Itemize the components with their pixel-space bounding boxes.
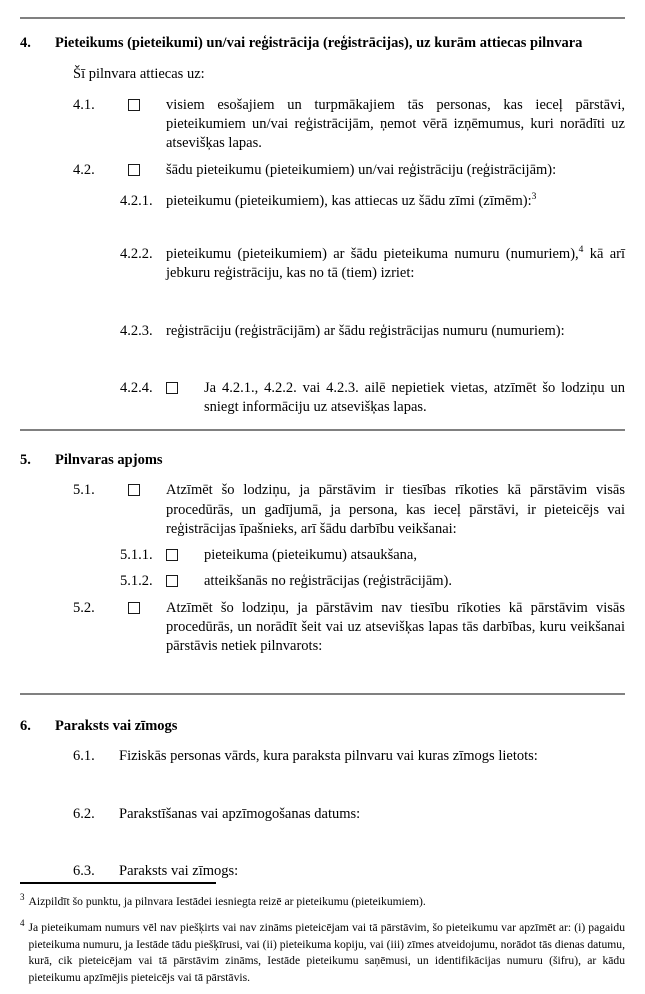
clause-4-2-3 (120, 322, 625, 341)
checkbox-wrap-4-2[interactable] (128, 161, 166, 176)
clause-text-6-1: Fiziskās personas vārds, kura paraksta pilnvaru vai kuras zīmogs lietots: (119, 748, 538, 765)
clause-number-5-1-2: 5.1.2. (120, 573, 153, 590)
checkbox-4-2[interactable] (128, 164, 140, 176)
document-page (0, 17, 645, 994)
section-title-5: Pilnvaras apjoms (55, 451, 163, 468)
clause-text-5-1: Atzīmēt šo lodziņu, ja pārstāvim ir tiesības rīkoties kā pārstāvim visās procedūrās, un gadījumā, ja persona, kas ieceļ pārstāvi, ir pieteicējs vai reģistrācijas īpašnieks, arī šādu darbību veikšanai: (166, 482, 625, 537)
section-number-4: 4. (20, 35, 31, 51)
section-separator-after-5 (20, 693, 625, 695)
section-separator-after-4 (20, 429, 625, 431)
clause-5-2 (73, 599, 625, 657)
section-number-5: 5. (20, 451, 31, 468)
clause-5-1 (73, 481, 625, 539)
section-heading-6 (20, 717, 625, 736)
clause-text-4-2-2-after: kā arī jebkuru reģistrāciju, kas no tā (tiem) izriet: (166, 246, 625, 282)
clause-text-4-2-3: reģistrāciju (reģistrācijām) ar šādu reģistrācijas numuru (numuriem): (166, 322, 565, 339)
clause-4-2 (73, 161, 625, 180)
checkbox-4-1[interactable] (128, 99, 140, 111)
footnote-separator-rule (20, 882, 216, 884)
clause-5-1-1 (120, 546, 625, 565)
section-number-6: 6. (20, 717, 31, 734)
footnote-4 (20, 920, 625, 986)
footnote-mark-3: 3 (20, 891, 25, 902)
clause-text-6-3: Paraksts vai zīmogs: (119, 863, 239, 879)
clause-number-4-2-4: 4.2.4. (120, 379, 153, 396)
checkbox-wrap-5-1[interactable] (128, 481, 166, 496)
clause-4-2-2 (120, 245, 625, 284)
section-heading-5 (20, 451, 625, 470)
checkbox-4-2-4[interactable] (166, 382, 178, 394)
clause-number-4-2-1: 4.2.1. (120, 192, 153, 209)
clause-6-1 (73, 747, 625, 766)
clause-number-5-2: 5.2. (73, 599, 95, 616)
clause-number-4-2-2: 4.2.2. (120, 246, 153, 263)
clause-text-4-2: šādu pieteikumu (pieteikumiem) un/vai reģistrāciju (reģistrācijām): (166, 161, 557, 178)
clause-number-5-1: 5.1. (73, 482, 95, 499)
section-heading-4 (20, 34, 625, 53)
footnote-ref-4[interactable]: 4 (578, 245, 584, 256)
clause-4-2-1 (120, 192, 625, 211)
checkbox-wrap-4-2-4[interactable] (166, 379, 204, 394)
clause-5-1-2 (120, 572, 625, 591)
clause-text-5-2: Atzīmēt šo lodziņu, ja pārstāvim nav tiesību rīkoties kā pārstāvim visās procedūrās, un norādīt šeit vai uz atsevišķas lapas tās darbības, kuru veikšanai pārstāvis netiek pilnvarots: (166, 599, 625, 655)
checkbox-5-2[interactable] (128, 602, 140, 614)
checkbox-5-1-1[interactable] (166, 549, 178, 561)
checkbox-wrap-5-1-2[interactable] (166, 572, 204, 587)
footnote-list (20, 891, 625, 986)
checkbox-wrap-5-2[interactable] (128, 599, 166, 614)
clause-text-4-1: visiem esošajiem un turpmākajiem tās personas, kas ieceļ pārstāvi, pieteikumiem un/vai reģistrācijām, ņemot vērā izņēmumus, kuri norādīti uz atsevišķas lapas. (166, 96, 625, 152)
checkbox-5-1-2[interactable] (166, 575, 178, 587)
footnote-area (20, 882, 625, 986)
footnote-ref-3[interactable]: 3 (531, 191, 537, 202)
clause-number-4-2: 4.2. (73, 161, 95, 178)
clause-6-2 (73, 805, 625, 824)
section-title-6: Paraksts vai zīmogs (55, 717, 178, 734)
section-4-intro: Šī pilnvara attiecas uz: (73, 65, 205, 82)
clause-text-4-2-2-before: pieteikumu (pieteikumiem) ar šādu pieteikuma numuru (numuriem), (166, 246, 579, 263)
clause-number-6-2: 6.2. (73, 805, 95, 822)
footnote-3 (20, 891, 625, 910)
clause-4-2-4 (120, 379, 625, 418)
footnote-mark-4: 4 (20, 918, 25, 929)
checkbox-wrap-5-1-1[interactable] (166, 546, 204, 561)
clause-number-6-3: 6.3. (73, 863, 95, 879)
clause-number-5-1-1: 5.1.1. (120, 547, 153, 564)
section-title-4: Pieteikums (pieteikumi) un/vai reģistrācija (reģistrācijas), uz kurām attiecas pilnvara (55, 35, 583, 51)
section-separator-top (20, 17, 625, 19)
clause-text-5-1-2: atteikšanās no reģistrācijas (reģistrācijām). (204, 573, 453, 590)
checkbox-5-1[interactable] (128, 484, 140, 496)
footnote-text-3: Aizpildīt šo punktu, ja pilnvara Iestādei iesniegta reizē ar pieteikumu (pieteikumiem). (28, 894, 426, 908)
clause-text-4-2-2 (166, 245, 625, 284)
checkbox-wrap-4-1[interactable] (128, 96, 166, 111)
clause-6-3 (73, 862, 625, 881)
clause-text-4-2-4: Ja 4.2.1., 4.2.2. vai 4.2.3. ailē nepietiek vietas, atzīmēt šo lodziņu un sniegt informāciju uz atsevišķas lapas. (204, 379, 625, 416)
clause-number-4-2-3: 4.2.3. (120, 322, 153, 339)
footnote-text-4: Ja pieteikumam numurs vēl nav piešķirts vai nav zināms pieteicējam vai tā pārstāvim, šo pieteikumu var apzīmēt ar: (i) pagaidu pieteikuma numuru, ja Iestāde tādu piešķīrusi, vai (ii) pieteikuma kopiju, vai (iii) zīmes atveidojumu, norādot tās dienas datumu, kurā, cik pieteicējam vai tā pārstāvim zināms, Iestāde pieteikumu saņēmusi, un identifikācijas numuru (šifru), ar kādu pieteikumu apzīmējis pieteicējs vai tā pārstāvis. (28, 921, 625, 984)
clause-number-6-1: 6.1. (73, 748, 95, 765)
clause-4-1 (73, 96, 625, 154)
clause-text-4-2-1-main: pieteikumu (pieteikumiem), kas attiecas uz šādu zīmi (zīmēm): (166, 192, 532, 209)
clause-text-5-1-1: pieteikuma (pieteikumu) atsaukšana, (204, 547, 417, 564)
clause-text-6-2: Parakstīšanas vai apzīmogošanas datums: (119, 805, 361, 822)
clause-text-4-2-1 (166, 192, 625, 211)
clause-number-4-1: 4.1. (73, 96, 95, 113)
